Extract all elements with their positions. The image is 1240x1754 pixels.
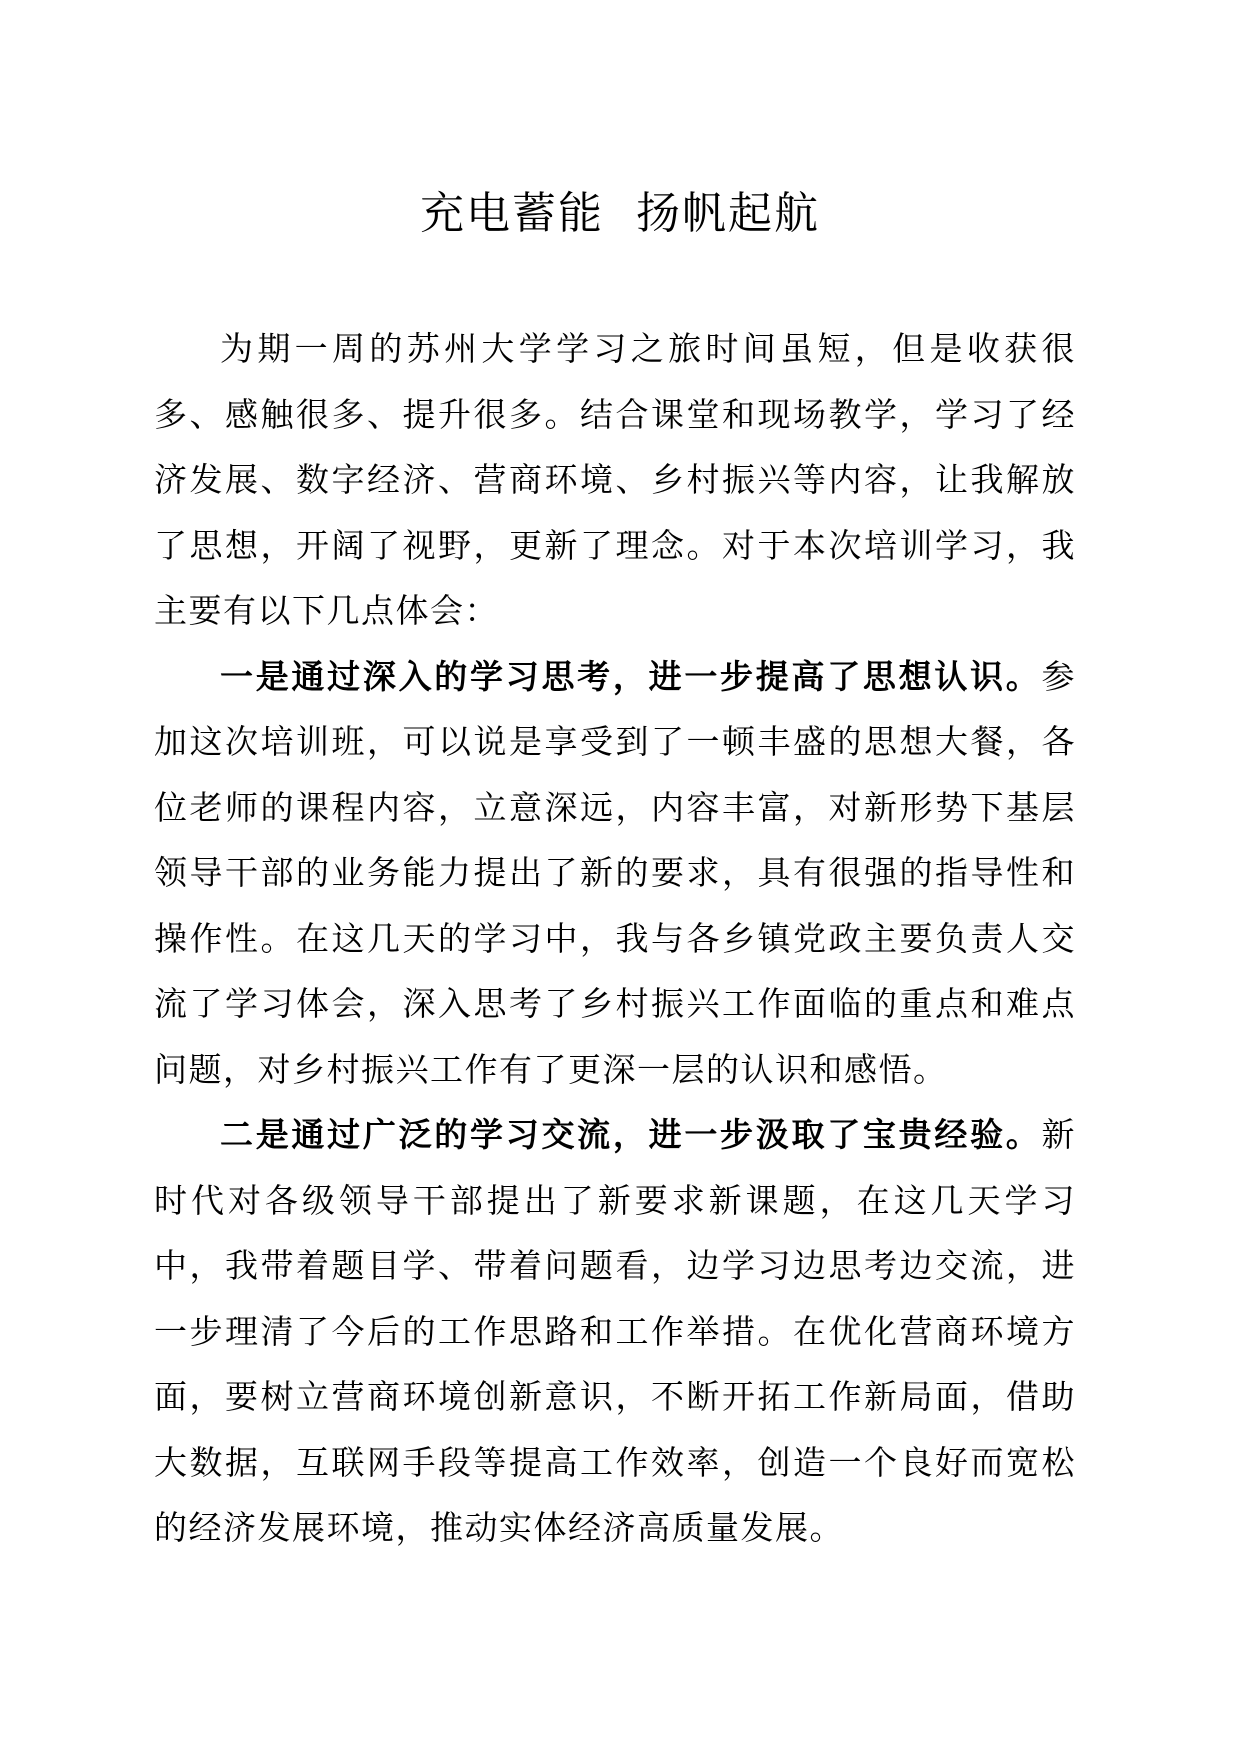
paragraph-lead: 二是通过广泛的学习交流，进一步汲取了宝贵经验。 — [220, 1115, 1042, 1154]
paragraph-point-two — [154, 1102, 1076, 1561]
document-title: 充电蓄能 扬帆起航 — [420, 188, 820, 239]
paragraph-text: 新时代对各级领导干部提出了新要求新课题，在这几天学习中，我带着题目学、带着问题看，边学习边思考边交流，进一步理清了今后的工作思路和工作举措。在优化营商环境方面，要树立营商环境创新意识，不断开拓工作新局面，借助大数据，互联网手段等提高工作效率，创造一个良好而宽松的经济发展环境，推动实体经济高质量发展。 — [154, 1115, 1076, 1547]
paragraph-point-one — [154, 644, 1076, 1103]
paragraph-text: 参加这次培训班，可以说是享受到了一顿丰盛的思想大餐，各位老师的课程内容，立意深远，内容丰富，对新形势下基层领导干部的业务能力提出了新的要求，具有很强的指导性和操作性。在这几天的学习中，我与各乡镇党政主要负责人交流了学习体会，深入思考了乡村振兴工作面临的重点和难点问题，对乡村振兴工作有了更深一层的认识和感悟。 — [154, 656, 1076, 1089]
paragraph-intro — [154, 316, 1076, 644]
paragraph-text: 为期一周的苏州大学学习之旅时间虽短，但是收获很多、感触很多、提升很多。结合课堂和现场教学，学习了经济发展、数字经济、营商环境、乡村振兴等内容，让我解放了思想，开阔了视野，更新了理念。对于本次培训学习，我主要有以下几点体会： — [154, 329, 1076, 630]
document-body — [154, 316, 1076, 1561]
paragraph-lead: 一是通过深入的学习思考，进一步提高了思想认识。 — [220, 656, 1042, 696]
